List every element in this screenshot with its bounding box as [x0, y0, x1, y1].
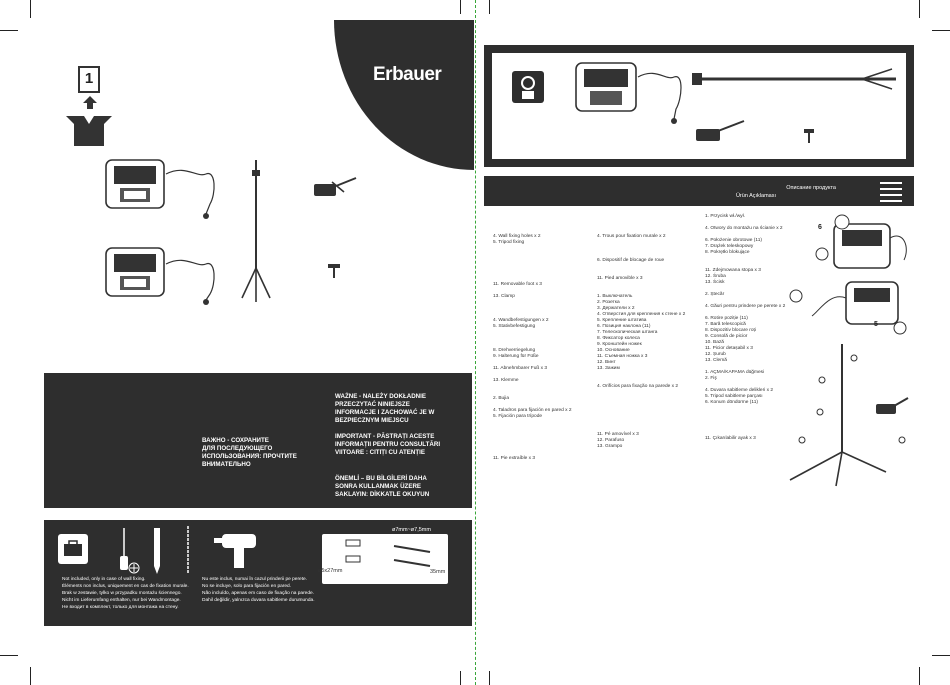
- cable-illustration: [166, 164, 226, 220]
- screw-icon: [328, 264, 340, 278]
- crop-mark: [932, 30, 950, 31]
- drill-bit-icon: [184, 526, 192, 574]
- crop-mark: [0, 655, 18, 656]
- arrow-up-icon: [83, 96, 97, 110]
- crop-mark: [932, 655, 950, 656]
- tools-band: [44, 520, 472, 626]
- description-header: [484, 176, 914, 206]
- warning-band: [44, 373, 472, 508]
- toolbox-icon: [58, 534, 88, 564]
- tools-note-left: Not included, only in case of wall fixing. Éléments non inclus, uniquement en cas de fixation murale. Brak w zestawie, tylko w przypadku montażu ściennego. Nicht im Lieferumfang enthalten, nur bei Wandmontage. Не входит в комплект, только для монтажа на стену.: [62, 577, 189, 610]
- crop-mark: [460, 671, 461, 685]
- screw-icon: [392, 542, 432, 568]
- parts-box: [484, 45, 914, 167]
- crop-mark: [919, 667, 920, 685]
- parts-column-2: 4. Trous pour fixation murale x 2 6. Dispositif de blocage de roue 11. Pied amovible x 3 1. Выключатель 2. Розетка 3. Держатели x 2 4. Отверстия для крепления к стене x 2 5. Крепление штатива 6. Позиция наклона (11) 7. Телескопическая штанга 8. Фиксатор колеса 9. Кронштейн ножек 10. Основание 11. Съемная ножка x 3 12. Винт 13. Зажим 4. Orifícios para fixação na parede x 2 11. Pé amovível x 3 12. Parafuso 13. Grampo: [597, 234, 686, 449]
- wall-plug-icon: [344, 540, 362, 564]
- crop-mark: [460, 0, 461, 14]
- menu-icon: [880, 182, 902, 206]
- crop-mark: [30, 0, 31, 18]
- callout-6: 6: [818, 224, 822, 231]
- fold-line: [475, 0, 476, 685]
- clamp-illustration: [312, 174, 358, 200]
- manual-icon: 1: [78, 66, 100, 93]
- warning-ru: ВАЖНО - СОХРАНИТЕ ДЛЯ ПОСЛЕДУЮЩЕГО ИСПОЛЬЗОВАНИЯ: ПРОЧТИТЕ ВНИМАТЕЛЬНО: [202, 437, 297, 468]
- warning-pl: WAŻNE - NALEŻY DOKŁADNIE PRZECZYTAĆ NINIEJSZE INFORMACJE I ZACHOWAĆ JE W BEZPIECZNYM MIEJSCU: [335, 393, 435, 424]
- tools-note-right: Nu este inclus, numai în cazul prinderii pe perete. No se incluye, solo para fijación en pared. Não incluído, apenas em caso de fixação na parede. Dahil değildir, yalnızca duvara sabitleme durumunda.: [202, 577, 315, 603]
- description-title-tr: Ürün Açıklaması: [735, 193, 776, 199]
- warning-tr: ÖNEMLİ – BU BİLGİLERİ DAHA SONRA KULLANMAK ÜZERE SAKLAYIN: DİKKATLE OKUYUN: [335, 475, 430, 498]
- crop-mark: [0, 30, 18, 31]
- crop-mark: [489, 0, 490, 14]
- dim-plug: ø5x27mm: [318, 568, 343, 574]
- warning-ro: IMPORTANT - PĂSTRAȚI ACESTE INFORMAȚII PENTRU CONSULTĂRI VIITOARE : CITIȚI CU ATENȚIE: [335, 433, 441, 456]
- parts-column-3: 1. Przycisk wł./wył. 4. Otwory do montażu na ścianie x 2 6. Położenie obrotowe (11) 7. Drążek teleskopowy 8. Pokrętło blokujące 11. Zdejmowana stopa x 3 12. Śruba 13. Ścisk 2. Ștecăr 4. Găuri pentru prindere pe perete x 2 6. Rotire poziție (11) 7. Bară telescopică 8. Dispozitiv blocare roți 9. Consolă de picior 10. Bază 11. Picior detașabil x 3 12. Șurub 13. Clemă 1. AÇMA/KAPAMA düğmesi 2. Fiş 4. Duvara sabitleme delikleri x 2 5. Tripod sabitleme parçası 6. Konum döndürme (11) 11. Çıkarılabilir ayak x 3: [705, 214, 786, 441]
- pencil-icon: [152, 528, 162, 574]
- drill-icon: [214, 532, 262, 572]
- tripod-illustration: [236, 158, 276, 306]
- telescopic-pole-illustration: [692, 67, 896, 91]
- clamp-illustration: [692, 117, 746, 145]
- description-title-ru: Описание продукта: [786, 185, 836, 191]
- screw-icon: [804, 129, 814, 143]
- box-icon: [66, 112, 112, 148]
- cable-illustration: [166, 254, 226, 306]
- magnifier-parts-icon: [512, 71, 544, 103]
- power-unit-illustration: [574, 59, 638, 115]
- magnifier-icon: [518, 75, 538, 99]
- dim-screw: 35mm: [430, 569, 446, 575]
- crop-mark: [30, 667, 31, 685]
- mounted-unit-diagram: [790, 278, 910, 338]
- phillips-icon: [128, 562, 140, 574]
- crop-mark: [919, 0, 920, 18]
- crop-mark: [489, 671, 490, 685]
- parts-column-1: 4. Wall fixing holes x 2 5. Tripod fixing 11. Removable foot x 3 13. Clamp 4. Wandbefestigungen x 2 5. Stativbefestigung 8. Drehverriegelung 9. Halterung für Füße 11. Abnehmbarer Fuß x 3 13. Klemme 2. Bujia 4. Taladros para fijación en pared x 2 5. Fijación para trípode 11. Pie extraíble x 3: [493, 234, 572, 461]
- tripod-diagram: [780, 340, 910, 490]
- power-unit-illustration: [104, 244, 166, 300]
- cable-illustration: [638, 67, 688, 125]
- logo-band: [334, 20, 474, 170]
- power-unit-illustration: [104, 156, 166, 212]
- parts-panel: [492, 53, 906, 159]
- wall-unit-diagram: [820, 218, 920, 278]
- callout-5: 5: [874, 321, 878, 328]
- dim-drill: ø7mm~ø7,5mm: [392, 527, 431, 533]
- brand-logo: Erbauer: [373, 64, 442, 85]
